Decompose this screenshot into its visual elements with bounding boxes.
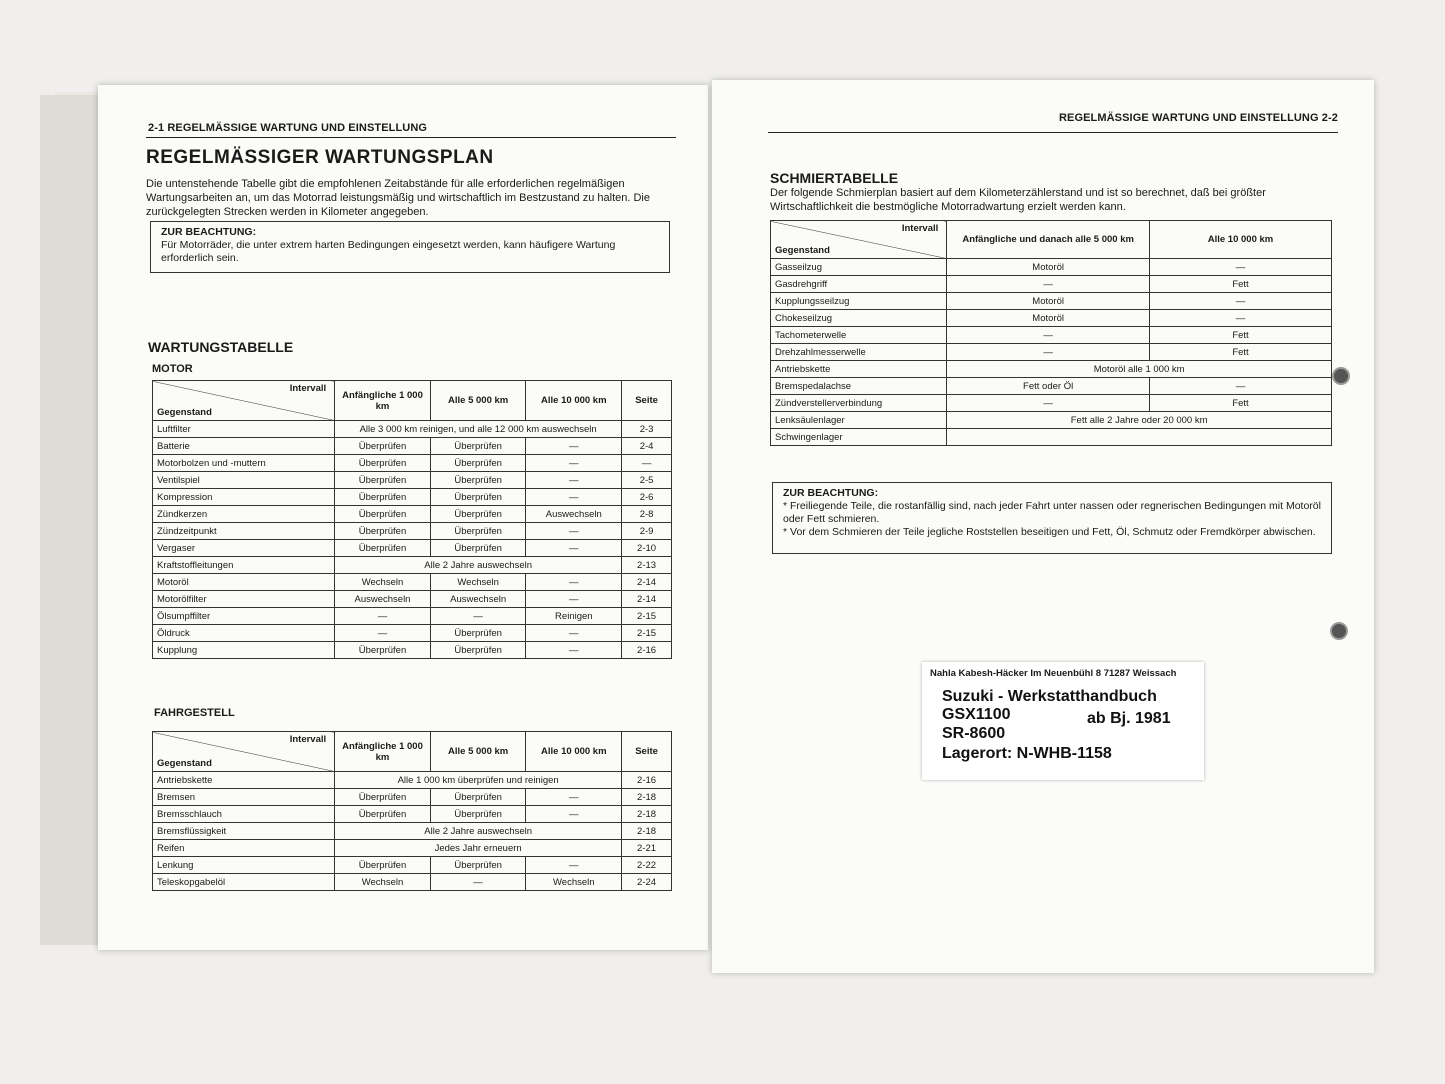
right-page-header: REGELMÄSSIGE WARTUNG UND EINSTELLUNG 2-2: [1058, 112, 1338, 124]
table-cell: 2-10: [622, 540, 672, 557]
table-cell: —: [335, 608, 431, 625]
table-cell: —: [947, 344, 1150, 361]
table-row: [153, 591, 672, 608]
table-row: [153, 472, 672, 489]
table-cell: Jedes Jahr erneuern: [335, 840, 622, 857]
table-row: [153, 438, 672, 455]
table-cell: 2-13: [622, 557, 672, 574]
table-cell: Überprüfen: [335, 642, 431, 659]
header-col2: Alle 5 000 km: [430, 732, 526, 772]
table-cell: —: [947, 276, 1150, 293]
table-cell: 2-15: [622, 625, 672, 642]
table-cell: Fett oder Öl: [947, 378, 1150, 395]
table-cell: Alle 2 Jahre auswechseln: [335, 823, 622, 840]
table-row: [153, 874, 672, 891]
table-row: [153, 557, 672, 574]
note-item-2: * Vor dem Schmieren der Teile jegliche Roststellen beseitigen und Fett, Öl, Schmutz oder Fremdkörper abwischen.: [783, 526, 1316, 538]
header-rule: [768, 132, 1338, 133]
table-cell: —: [430, 608, 526, 625]
right-page: [712, 80, 1374, 973]
table-cell: 2-14: [622, 574, 672, 591]
table-row: [153, 574, 672, 591]
diag-header: [153, 381, 335, 421]
header-gegenstand: Gegenstand: [157, 758, 212, 769]
header-seite: Seite: [622, 732, 672, 772]
table-cell: Überprüfen: [335, 489, 431, 506]
row-label: Bremsschlauch: [153, 806, 335, 823]
table-cell: Fett: [1150, 395, 1332, 412]
row-label: Bremsflüssigkeit: [153, 823, 335, 840]
table-cell: —: [526, 625, 622, 642]
row-label: Schwingenlager: [771, 429, 947, 446]
row-label: Kupplungsseilzug: [771, 293, 947, 310]
table-cell: Reinigen: [526, 608, 622, 625]
table-row: [771, 259, 1332, 276]
table-cell: 2-18: [622, 806, 672, 823]
table-cell: Überprüfen: [430, 642, 526, 659]
table-cell: Motoröl alle 1 000 km: [947, 361, 1332, 378]
table-cell: Alle 1 000 km überprüfen und reinigen: [335, 772, 622, 789]
row-label: Motoröl: [153, 574, 335, 591]
row-label: Teleskopgabelöl: [153, 874, 335, 891]
table-cell: Überprüfen: [335, 438, 431, 455]
table-cell: Motoröl: [947, 259, 1150, 276]
table-cell: —: [1150, 293, 1332, 310]
table-cell: Überprüfen: [430, 625, 526, 642]
table-cell: —: [947, 395, 1150, 412]
table-row: [771, 276, 1332, 293]
table-cell: 2-18: [622, 789, 672, 806]
row-label: Gasdrehgriff: [771, 276, 947, 293]
note-text: Für Motorräder, die unter extrem harten Bedingungen eingesetzt werden, kann häufigere Wartung erforderlich sein.: [161, 239, 616, 264]
table-cell: —: [526, 642, 622, 659]
table-row: [153, 772, 672, 789]
table-cell: —: [526, 857, 622, 874]
fahrgestell-table-body: [153, 772, 672, 891]
table-cell: —: [526, 789, 622, 806]
table-cell: Überprüfen: [335, 523, 431, 540]
diag-header: [771, 221, 947, 259]
row-label: Motorbolzen und -muttern: [153, 455, 335, 472]
schmier-table-body: [771, 259, 1332, 446]
table-cell: Fett: [1150, 344, 1332, 361]
table-cell: Überprüfen: [430, 789, 526, 806]
header-col3: Alle 10 000 km: [526, 732, 622, 772]
table-cell: Fett: [1150, 276, 1332, 293]
row-label: Reifen: [153, 840, 335, 857]
table-cell: —: [1150, 259, 1332, 276]
row-label: Öldruck: [153, 625, 335, 642]
header-seite: Seite: [622, 381, 672, 421]
table-row: [771, 344, 1332, 361]
table-cell: 2-3: [622, 421, 672, 438]
row-label: Tachometerwelle: [771, 327, 947, 344]
table-row: [771, 310, 1332, 327]
page-stack-edge-outer: [40, 95, 103, 945]
table-cell: Motoröl: [947, 310, 1150, 327]
table-cell: Überprüfen: [430, 857, 526, 874]
table-cell: Überprüfen: [335, 455, 431, 472]
table-cell: —: [526, 472, 622, 489]
table-cell: Überprüfen: [335, 506, 431, 523]
table-cell: Überprüfen: [335, 472, 431, 489]
note-text-2: Vor dem Schmieren der Teile jegliche Roststellen beseitigen und Fett, Öl, Schmutz oder Fremdkörper abwischen.: [790, 526, 1316, 538]
row-label: Lenksäulenlager: [771, 412, 947, 429]
table-cell: Auswechseln: [335, 591, 431, 608]
table-cell: Wechseln: [430, 574, 526, 591]
table-cell: Überprüfen: [430, 455, 526, 472]
header-col1: Anfängliche und danach alle 5 000 km: [947, 221, 1150, 259]
label-address: Nahla Kabesh-Häcker Im Neuenbühl 8 71287 Weissach: [930, 668, 1177, 679]
table-row: [153, 455, 672, 472]
row-label: Kompression: [153, 489, 335, 506]
label-location: Lagerort: N-WHB-1158: [942, 745, 1112, 762]
header-col1: Anfängliche 1 000 km: [335, 732, 431, 772]
table-cell: 2-22: [622, 857, 672, 874]
table-cell: —: [622, 455, 672, 472]
row-label: Luftfilter: [153, 421, 335, 438]
motor-table: [152, 380, 672, 659]
storage-label: [922, 662, 1204, 780]
table-cell: 2-24: [622, 874, 672, 891]
table-cell: 2-18: [622, 823, 672, 840]
table-cell: Wechseln: [335, 874, 431, 891]
table-cell: —: [1150, 310, 1332, 327]
table-row: [771, 327, 1332, 344]
table-cell: —: [526, 591, 622, 608]
label-model: GSX1100: [942, 706, 1011, 723]
table-cell: 2-9: [622, 523, 672, 540]
table-cell: Wechseln: [335, 574, 431, 591]
header-intervall: Intervall: [289, 734, 327, 745]
left-page: [98, 85, 708, 950]
table-cell: —: [526, 489, 622, 506]
table-row: [153, 840, 672, 857]
note-text-1: Freiliegende Teile, die rostanfällig sind, nach jeder Fahrt unter nassen oder regnerischen Bedingungen mit Motoröl oder Fett schmieren.: [783, 500, 1321, 525]
row-label: Vergaser: [153, 540, 335, 557]
header-intervall: Intervall: [901, 223, 939, 234]
row-label: Antriebskette: [153, 772, 335, 789]
table-cell: [947, 429, 1332, 446]
row-label: Bremspedalachse: [771, 378, 947, 395]
row-label: Bremsen: [153, 789, 335, 806]
row-label: Chokeseilzug: [771, 310, 947, 327]
table-cell: Überprüfen: [335, 789, 431, 806]
label-title: Suzuki - Werkstatthandbuch: [942, 688, 1157, 705]
table-row: [153, 540, 672, 557]
label-year: ab Bj. 1981: [1087, 710, 1171, 727]
table-cell: 2-14: [622, 591, 672, 608]
table-cell: —: [526, 438, 622, 455]
row-label: Batterie: [153, 438, 335, 455]
header-rule: [146, 137, 676, 138]
table-cell: 2-4: [622, 438, 672, 455]
table-cell: —: [526, 523, 622, 540]
schmier-title: SCHMIERTABELLE: [770, 170, 899, 186]
table-row: [771, 395, 1332, 412]
table-cell: —: [335, 625, 431, 642]
table-row: [153, 823, 672, 840]
table-cell: Auswechseln: [526, 506, 622, 523]
note-item-1: * Freiliegende Teile, die rostanfällig sind, nach jeder Fahrt unter nassen oder regnerischen Bedingungen mit Motoröl oder Fett schmieren.: [783, 500, 1321, 525]
header-gegenstand: Gegenstand: [775, 245, 830, 256]
header-col2: Alle 5 000 km: [430, 381, 526, 421]
note-title: ZUR BEACHTUNG:: [161, 226, 257, 238]
schmier-note-box: [772, 482, 1332, 554]
schmier-table: [770, 220, 1332, 446]
table-cell: Alle 2 Jahre auswechseln: [335, 557, 622, 574]
table-cell: —: [430, 874, 526, 891]
table-cell: Fett: [1150, 327, 1332, 344]
table-row: [771, 293, 1332, 310]
table-cell: —: [526, 455, 622, 472]
intro-paragraph: Die untenstehende Tabelle gibt die empfohlenen Zeitabstände für alle erforderlichen regelmäßigen Wartungsarbeiten an, um das Motorrad leistungsmäßig und wirtschaftlich im Bestzustand zu halten. Die zurückgelegten Strecken werden in Kilometer angegeben.: [146, 178, 650, 218]
row-label: Kupplung: [153, 642, 335, 659]
left-page-header: 2-1 REGELMÄSSIGE WARTUNG UND EINSTELLUNG: [148, 122, 428, 134]
table-cell: Überprüfen: [430, 438, 526, 455]
table-cell: 2-5: [622, 472, 672, 489]
fahrgestell-label: FAHRGESTELL: [154, 707, 235, 719]
table-row: [153, 523, 672, 540]
row-label: Ventilspiel: [153, 472, 335, 489]
table-cell: —: [526, 806, 622, 823]
row-label: Motorölfilter: [153, 591, 335, 608]
table-cell: 2-8: [622, 506, 672, 523]
motor-label: MOTOR: [152, 363, 193, 375]
table-cell: Auswechseln: [430, 591, 526, 608]
page-title: REGELMÄSSIGER WARTUNGSPLAN: [146, 147, 494, 168]
table-row: [153, 421, 672, 438]
table-row: [153, 857, 672, 874]
row-label: Antriebskette: [771, 361, 947, 378]
row-label: Ölsumpffilter: [153, 608, 335, 625]
table-row: [153, 806, 672, 823]
table-row: [153, 642, 672, 659]
header-col2: Alle 10 000 km: [1150, 221, 1332, 259]
table-cell: 2-16: [622, 642, 672, 659]
row-label: Lenkung: [153, 857, 335, 874]
diag-header: [153, 732, 335, 772]
table-cell: Motoröl: [947, 293, 1150, 310]
table-row: [771, 429, 1332, 446]
table-row: [153, 789, 672, 806]
table-cell: Überprüfen: [335, 857, 431, 874]
table-cell: 2-21: [622, 840, 672, 857]
table-row: [771, 412, 1332, 429]
fahrgestell-table: [152, 731, 672, 891]
table-cell: Überprüfen: [335, 540, 431, 557]
table-cell: Überprüfen: [430, 506, 526, 523]
table-cell: —: [526, 574, 622, 591]
table-cell: Überprüfen: [430, 540, 526, 557]
table-cell: 2-16: [622, 772, 672, 789]
header-gegenstand: Gegenstand: [157, 407, 212, 418]
table-row: [771, 361, 1332, 378]
punch-hole: [1330, 622, 1348, 640]
row-label: Zündverstellerverbindung: [771, 395, 947, 412]
table-row: [771, 378, 1332, 395]
row-label: Zündkerzen: [153, 506, 335, 523]
punch-hole: [1332, 367, 1350, 385]
row-label: Kraftstoffleitungen: [153, 557, 335, 574]
note-title: ZUR BEACHTUNG:: [783, 487, 879, 499]
row-label: Zündzeitpunkt: [153, 523, 335, 540]
table-cell: Überprüfen: [430, 489, 526, 506]
label-code: SR-8600: [942, 725, 1006, 742]
table-cell: 2-15: [622, 608, 672, 625]
table-row: [153, 625, 672, 642]
table-cell: Überprüfen: [335, 806, 431, 823]
note-box: [150, 221, 670, 273]
table-cell: —: [526, 540, 622, 557]
table-cell: Überprüfen: [430, 806, 526, 823]
table-cell: Fett alle 2 Jahre oder 20 000 km: [947, 412, 1332, 429]
row-label: Gasseilzug: [771, 259, 947, 276]
table-cell: —: [947, 327, 1150, 344]
motor-table-body: [153, 421, 672, 659]
table-cell: Überprüfen: [430, 472, 526, 489]
table-row: [153, 506, 672, 523]
header-col1: Anfängliche 1 000 km: [335, 381, 431, 421]
table-cell: Alle 3 000 km reinigen, und alle 12 000 km auswechseln: [335, 421, 622, 438]
table-cell: —: [1150, 378, 1332, 395]
table-row: [153, 608, 672, 625]
table-cell: Überprüfen: [430, 523, 526, 540]
header-intervall: Intervall: [289, 383, 327, 394]
header-col3: Alle 10 000 km: [526, 381, 622, 421]
schmier-intro: Der folgende Schmierplan basiert auf dem Kilometerzählerstand und ist so berechnet, daß bei größter Wirtschaftlichkeit die bestmögliche Motorradwartung erzielt werden kann.: [770, 187, 1266, 213]
table-cell: 2-6: [622, 489, 672, 506]
table-cell: Wechseln: [526, 874, 622, 891]
section-title: WARTUNGSTABELLE: [148, 339, 294, 355]
row-label: Drehzahlmesserwelle: [771, 344, 947, 361]
table-row: [153, 489, 672, 506]
